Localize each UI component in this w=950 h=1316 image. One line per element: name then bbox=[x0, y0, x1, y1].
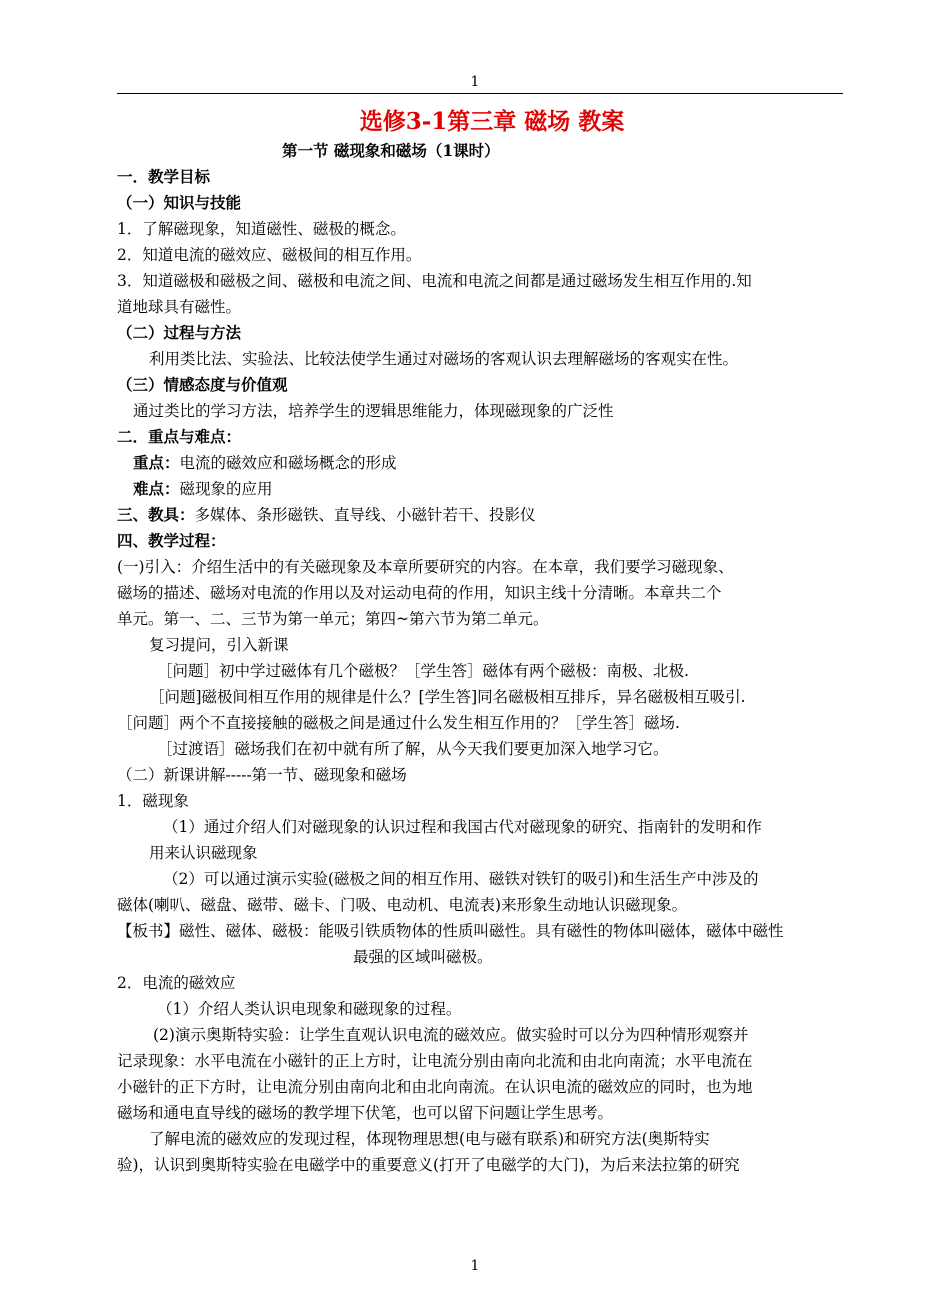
paragraph-line: 记录现象：水平电流在小磁针的正上方时，让电流分别由南向北流和由北向南流；水平电流在 bbox=[117, 1052, 753, 1070]
subheading-magnetic-effect: 2．电流的磁效应 bbox=[117, 974, 236, 992]
doc-subtitle: 第一节 磁现象和磁场（1课时） bbox=[282, 141, 500, 160]
paragraph-line: 验)，认识到奥斯特实验在电磁学中的重要意义(打开了电磁学的大门)，为后来法拉第的研究 bbox=[117, 1156, 740, 1174]
paragraph-line: (一)引入：介绍生活中的有关磁现象及本章所要研究的内容。在本章，我们要学习磁现象、 bbox=[117, 558, 734, 576]
key-point-line bbox=[117, 450, 847, 476]
qa-line: ［过渡语］磁场我们在初中就有所了解，从今天我们要更加深入地学习它。 bbox=[157, 740, 669, 758]
section-heading-key-points: 二．重点与难点： bbox=[117, 427, 242, 446]
paragraph-line: 利用类比法、实验法、比较法使学生通过对磁场的客观认识去理解磁场的客观实在性。 bbox=[149, 350, 739, 368]
difficulty-label: 难点： bbox=[133, 479, 180, 498]
paragraph-line: 了解电流的磁效应的发现过程，体现物理思想(电与磁有联系)和研究方法(奥斯特实 bbox=[149, 1130, 710, 1148]
section-heading-objectives: 一．教学目标 bbox=[117, 167, 211, 186]
teaching-aids-label: 三、教具： bbox=[117, 505, 195, 524]
teaching-aids-line bbox=[117, 502, 847, 528]
doc-title: 选修3-1第三章 磁场 教案 bbox=[359, 108, 625, 135]
paragraph-line: 2．知道电流的磁效应、磁极间的相互作用。 bbox=[117, 246, 422, 264]
subheading-process-method: （二）过程与方法 bbox=[117, 323, 242, 342]
qa-line: ［问题］初中学过磁体有几个磁极？［学生答］磁体有两个磁极：南极、北极. bbox=[157, 662, 689, 680]
paragraph-line: 复习提问，引入新课 bbox=[149, 636, 289, 654]
key-point-text: 电流的磁效应和磁场概念的形成 bbox=[179, 454, 397, 472]
paragraph-line: 通过类比的学习方法，培养学生的逻辑思维能力，体现磁现象的广泛性 bbox=[133, 402, 614, 420]
subheading-knowledge-skills: （一）知识与技能 bbox=[117, 193, 242, 212]
paragraph-line: （二）新课讲解-----第一节、磁现象和磁场 bbox=[117, 766, 407, 784]
header-divider bbox=[117, 93, 843, 94]
paragraph-line: 磁场的描述、磁场对电流的作用以及对运动电荷的作用，知识主线十分清晰。本章共二个 bbox=[117, 584, 722, 602]
paragraph-line: 小磁针的正下方时，让电流分别由南向北和由北向南流。在认识电流的磁效应的同时，也为地 bbox=[117, 1078, 753, 1096]
difficulty-line bbox=[117, 476, 847, 502]
subheading-magnetic-phenomena: 1．磁现象 bbox=[117, 792, 189, 810]
difficulty-text: 磁现象的应用 bbox=[179, 480, 273, 498]
paragraph-line: 道地球具有磁性。 bbox=[117, 298, 242, 316]
qa-line: ［问题］两个不直接接触的磁极之间是通过什么发生相互作用的？［学生答］磁场. bbox=[117, 714, 680, 732]
paragraph-line: 磁体(喇叭、磁盘、磁带、磁卡、门吸、电动机、电流表)来形象生动地认识磁现象。 bbox=[117, 896, 688, 914]
paragraph-line: 3．知道磁极和磁极之间、磁极和电流之间、电流和电流之间都是通过磁场发生相互作用的.知 bbox=[117, 272, 752, 290]
page-number-footer: 1 bbox=[470, 1258, 480, 1274]
paragraph-line: 1．了解磁现象，知道磁性、磁极的概念。 bbox=[117, 220, 406, 238]
page-number-header: 1 bbox=[470, 74, 480, 90]
paragraph-line: 用来认识磁现象 bbox=[149, 844, 258, 862]
subheading-attitude-values: （三）情感态度与价值观 bbox=[117, 375, 288, 394]
board-note-line: 最强的区域叫磁极。 bbox=[353, 948, 493, 966]
qa-line: ［问题]磁极间相互作用的规律是什么？[学生答]同名磁极相互排斥，异名磁极相互吸引. bbox=[149, 688, 746, 706]
paragraph-line: 单元。第一、二、三节为第一单元；第四~第六节为第二单元。 bbox=[117, 610, 549, 628]
paragraph-line: （1）介绍人类认识电现象和磁现象的过程。 bbox=[157, 1000, 462, 1018]
paragraph-line: （2）可以通过演示实验(磁极之间的相互作用、磁铁对铁钉的吸引)和生活生产中涉及的 bbox=[163, 870, 759, 888]
key-point-label: 重点： bbox=[133, 453, 180, 472]
section-heading-process: 四、教学过程： bbox=[117, 531, 226, 550]
teaching-aids-text: 多媒体、条形磁铁、直导线、小磁针若干、投影仪 bbox=[194, 506, 536, 524]
paragraph-line: （1）通过介绍人们对磁现象的认识过程和我国古代对磁现象的研究、指南针的发明和作 bbox=[163, 818, 762, 836]
board-note-line: 【板书】磁性、磁体、磁极：能吸引铁质物体的性质叫磁性。具有磁性的物体叫磁体，磁体中磁性 bbox=[117, 922, 784, 940]
document-body bbox=[117, 106, 847, 1178]
paragraph-line: 磁场和通电直导线的磁场的教学埋下伏笔，也可以留下问题让学生思考。 bbox=[117, 1104, 614, 1122]
paragraph-line: (2)演示奥斯特实验：让学生直观认识电流的磁效应。做实验时可以分为四种情形观察并 bbox=[153, 1026, 749, 1044]
